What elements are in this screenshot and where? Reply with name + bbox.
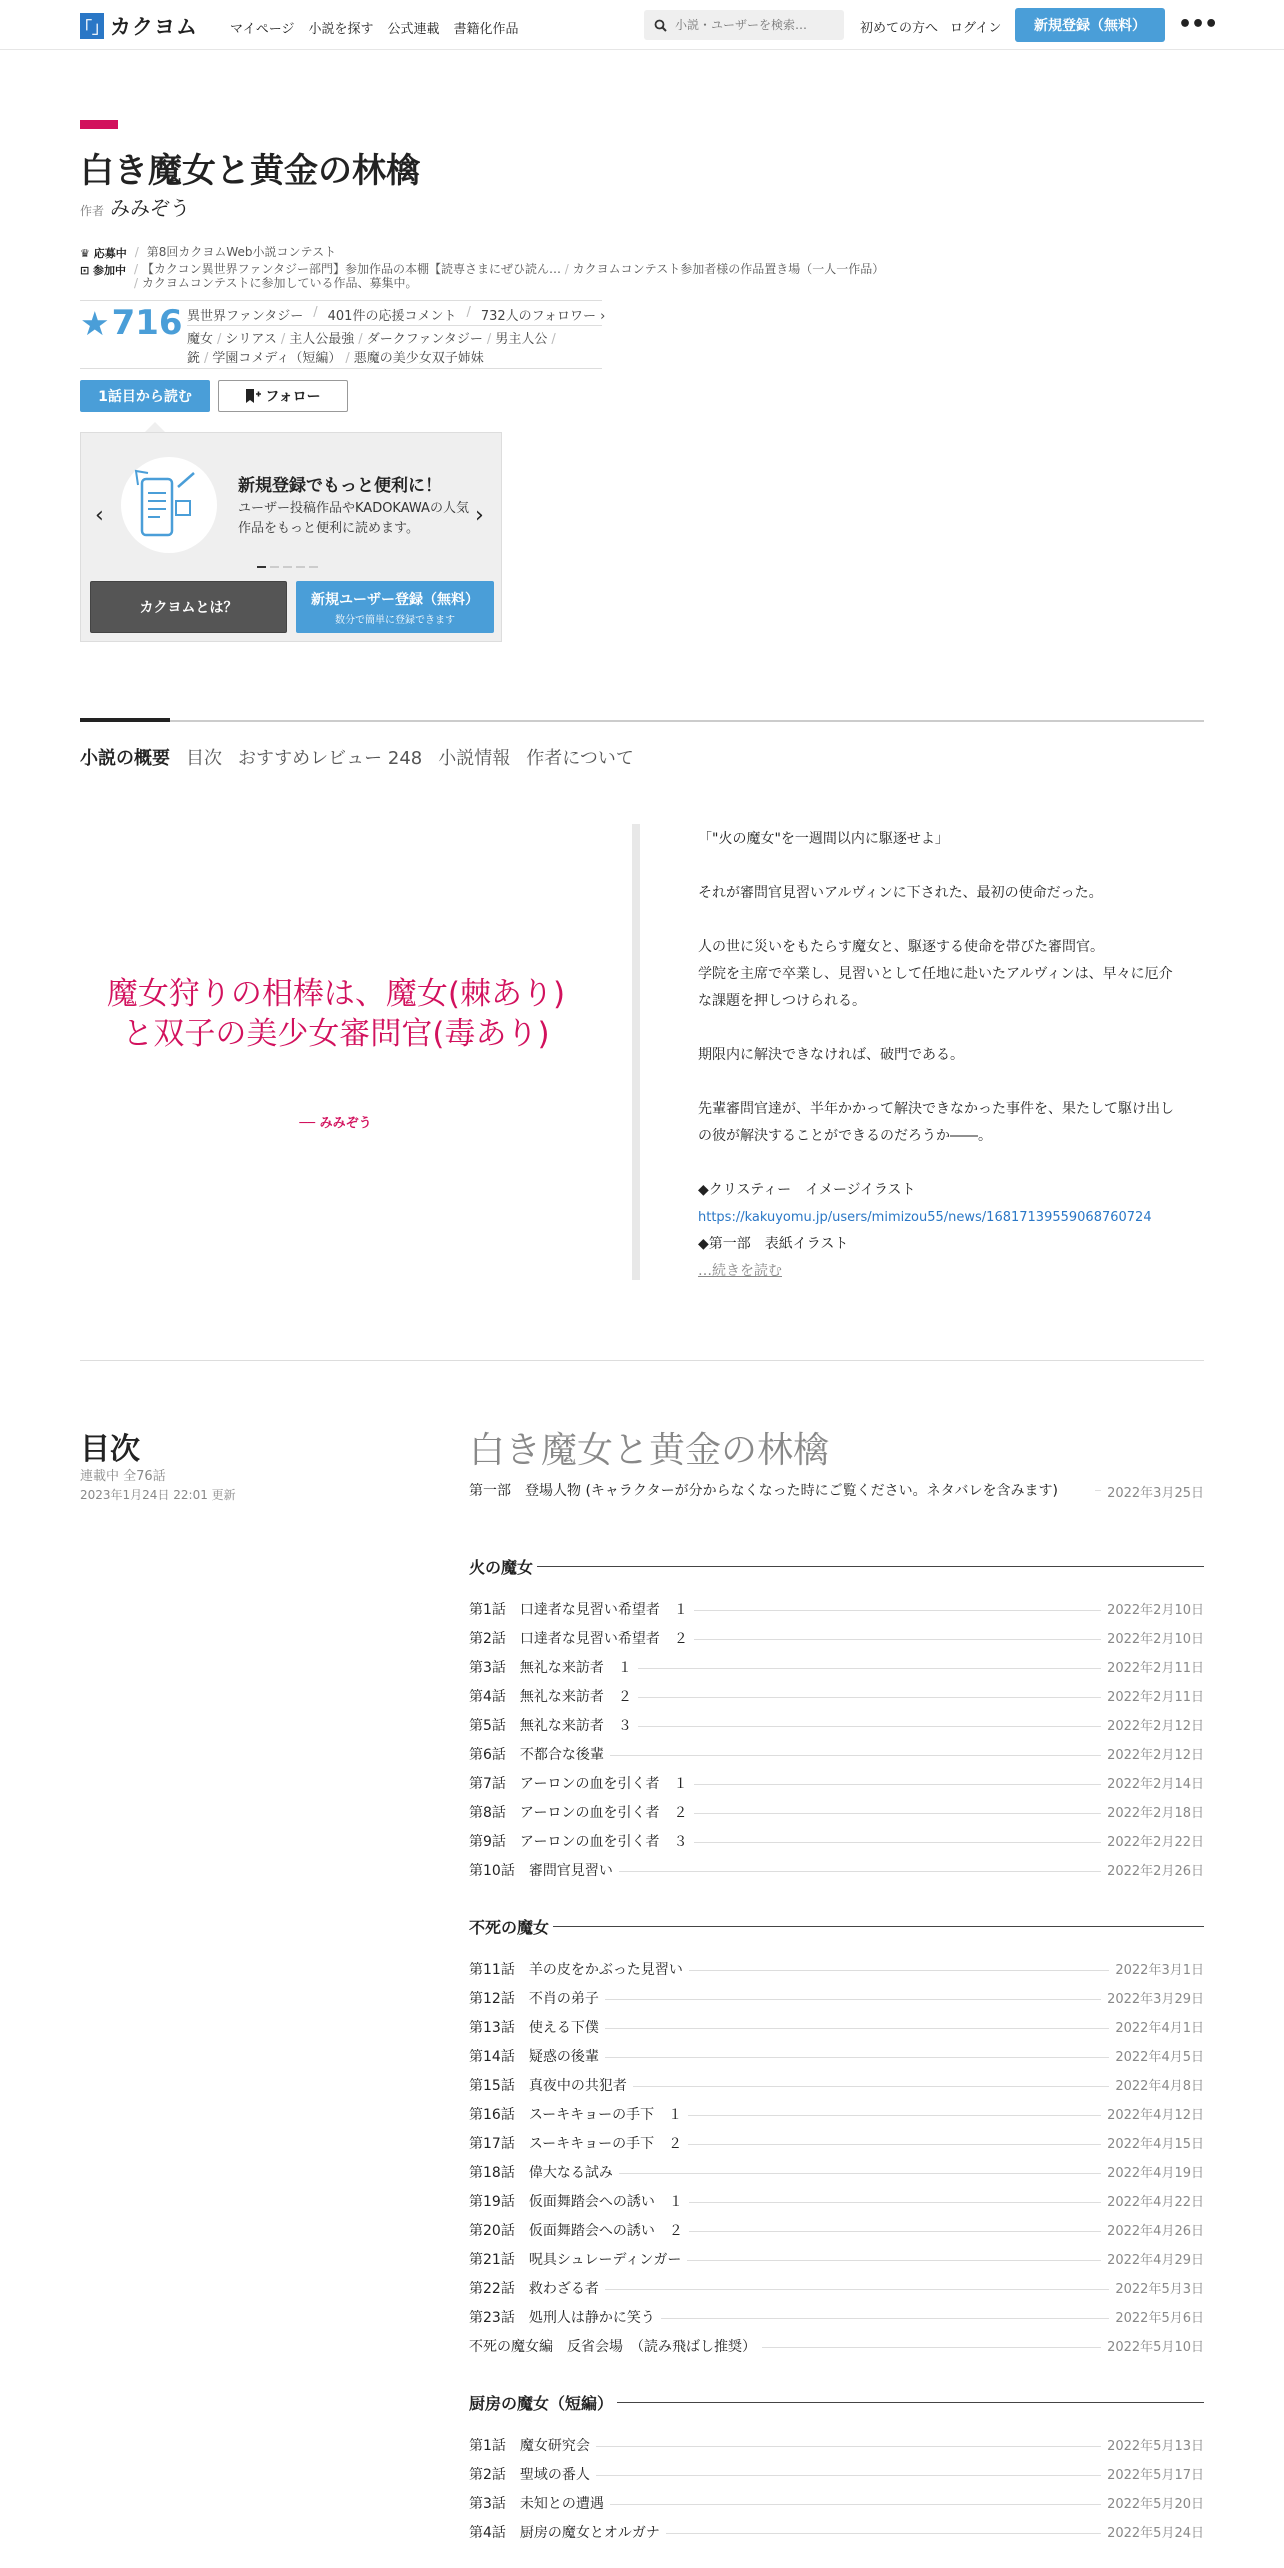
bookshelf-link-3[interactable]: カクヨムコンテストに参加している作品、募集中。: [141, 276, 418, 290]
serial-status: 連載中 全76話: [80, 1469, 166, 1484]
bookmark-plus-icon: [245, 389, 261, 403]
promo-signup-sub: 数分で簡単に登録できます: [335, 614, 455, 626]
episode-date: 2022年4月8日: [1115, 2079, 1204, 2094]
tab-about-author[interactable]: 作者について: [526, 748, 634, 769]
episode-item[interactable]: [469, 1739, 1204, 1768]
intro-line: ◆第一部 表紙イラスト: [698, 1236, 849, 1252]
tab-toc[interactable]: 目次: [186, 748, 222, 769]
episode-item[interactable]: [469, 1768, 1204, 1797]
intro-line: ◆クリスティー イメージイラスト: [698, 1182, 916, 1198]
chapter-title: 不死の魔女: [469, 1917, 550, 1937]
episode-date: 2022年2月11日: [1107, 1690, 1204, 1705]
intro-line: 「"火の魔女"を一週間以内に駆逐せよ」: [698, 831, 949, 847]
episode-title: 第一部 登場人物 (キャラクターが分からなくなった時にご覧ください。ネタバレを含みます): [469, 1483, 1058, 1499]
episode-title: 第7話 アーロンの血を引く者 １: [469, 1775, 688, 1792]
carousel-dot[interactable]: [296, 566, 305, 568]
episode-date: 2022年5月24日: [1107, 2526, 1204, 2541]
contest-participation-tag: ⊡ 参加中: [80, 264, 127, 277]
promo-next-arrow-icon[interactable]: ›: [475, 503, 484, 528]
search-icon: [654, 19, 667, 32]
last-updated: 2023年1月24日 22:01 更新: [80, 1488, 236, 1502]
follow-button[interactable]: [218, 380, 348, 412]
carousel-dots: [257, 566, 318, 568]
episode-item[interactable]: [469, 2244, 1204, 2273]
logo-mark: 「」: [80, 13, 104, 39]
episode-title: 第11話 羊の皮をかぶった見習い: [469, 1961, 683, 1978]
phone-illustration-icon: [121, 457, 217, 553]
episode-item[interactable]: [469, 2186, 1204, 2215]
promo-description: ユーザー投稿作品やKADOKAWAの人気作品をもっと便利に読めます。: [238, 501, 469, 536]
genre-link[interactable]: 異世界ファンタジー: [187, 309, 304, 324]
episode-item[interactable]: [469, 1797, 1204, 1826]
episode-title: 第16話 スーキキョーの手下 １: [469, 2106, 683, 2123]
tag-item[interactable]: 魔女: [187, 332, 214, 347]
episode-item[interactable]: [469, 2488, 1204, 2517]
episode-date: 2022年2月22日: [1107, 1835, 1204, 1850]
tag-list: 魔女 / シリアス / 主人公最強 / ダークファンタジー / 男主人公 / 銃 / 学園コメディ（短編） / 悪魔の美少女双子姉妹: [187, 332, 556, 366]
episode-date: 2022年3月25日: [1107, 1486, 1204, 1501]
signup-button[interactable]: 新規登録（無料）: [1015, 8, 1165, 42]
more-menu-icon[interactable]: •••: [1178, 12, 1218, 37]
tabs-divider: [80, 720, 1204, 722]
intro-line: それが審問官見習いアルヴィンに下された、最初の使命だった。: [698, 885, 1103, 901]
episode-item[interactable]: [469, 1983, 1204, 2012]
followers-link[interactable]: 732人のフォロワー ›: [480, 309, 606, 324]
episode-date: 2022年2月10日: [1107, 1632, 1204, 1647]
episode-list: [469, 1480, 1204, 2546]
episode-item[interactable]: [469, 1954, 1204, 1983]
first-time-link[interactable]: 初めての方へ: [860, 21, 939, 36]
episode-title: 第2話 聖域の番人: [469, 2466, 590, 2483]
episode-date: 2022年2月18日: [1107, 1806, 1204, 1821]
promo-signup-label: 新規ユーザー登録（無料）: [311, 591, 479, 608]
episode-item[interactable]: [469, 2302, 1204, 2331]
episode-item[interactable]: [469, 2273, 1204, 2302]
episode-item[interactable]: [469, 2459, 1204, 2488]
bookshelf-link-2[interactable]: カクヨムコンテスト参加者様の作品置き場（一人一作品）: [572, 262, 885, 276]
episode-title: 第19話 仮面舞踏会への誘い １: [469, 2193, 683, 2210]
episode-date: 2022年4月1日: [1115, 2021, 1204, 2036]
episode-item[interactable]: [469, 1681, 1204, 1710]
overview-divider-bar: [632, 824, 640, 1280]
episode-date: 2022年2月11日: [1107, 1661, 1204, 1676]
catchphrase-author: ── みみぞう: [299, 1116, 372, 1131]
episode-item[interactable]: [469, 1855, 1204, 1884]
episode-date: 2022年2月26日: [1107, 1864, 1204, 1879]
episode-item[interactable]: [469, 2128, 1204, 2157]
intro-line: 期限内に解決できなければ、破門である。: [698, 1047, 964, 1063]
comments-link[interactable]: 401件の応援コメント: [327, 309, 457, 324]
title-accent-bar: [80, 120, 118, 129]
nav-mypage[interactable]: マイページ: [230, 22, 295, 37]
nav-official[interactable]: 公式連載: [387, 22, 440, 37]
episode-date: 2022年5月13日: [1107, 2439, 1204, 2454]
author-name[interactable]: みみぞう: [110, 196, 191, 220]
chapter-title: 火の魔女: [469, 1557, 534, 1577]
episode-item[interactable]: [469, 2215, 1204, 2244]
episode-date: 2022年2月14日: [1107, 1777, 1204, 1792]
divider: [80, 300, 602, 301]
logo-text: カクヨム: [110, 15, 198, 39]
site-logo[interactable]: [76, 11, 198, 41]
chapter-heading: [469, 1550, 1204, 1582]
episode-title: 第3話 無礼な来訪者 １: [469, 1659, 632, 1676]
intro-line: [698, 853, 1184, 880]
episode-title: 第18話 偉大なる試み: [469, 2164, 613, 2181]
chapter-heading: [469, 1910, 1204, 1942]
episode-date: 2022年4月29日: [1107, 2253, 1204, 2268]
carousel-dot[interactable]: [283, 566, 292, 568]
episode-title: 第17話 スーキキョーの手下 ２: [469, 2135, 683, 2152]
carousel-dot[interactable]: [309, 566, 318, 568]
toc-work-title: 白き魔女と黄金の林檎: [469, 1430, 830, 1471]
episode-title: 第21話 呪具シュレーディンガー: [469, 2251, 682, 2268]
main-nav: [230, 18, 519, 37]
episode-date: 2022年5月10日: [1107, 2340, 1204, 2355]
episode-title: 第4話 無礼な来訪者 ２: [469, 1688, 632, 1705]
episode-item[interactable]: [469, 2430, 1204, 2459]
author-line: [80, 192, 190, 221]
nav-search-novels[interactable]: 小説を探す: [308, 22, 374, 37]
episode-date: 2022年4月5日: [1115, 2050, 1204, 2065]
tag-item[interactable]: ダークファンタジー: [366, 332, 483, 347]
intro-line: 人の世に災いをもたらす魔女と、駆逐する使命を帯びた審問官。: [698, 939, 1104, 955]
episode-date: 2022年4月22日: [1107, 2195, 1204, 2210]
promo-signup-button[interactable]: [296, 581, 494, 633]
episode-item[interactable]: [469, 1594, 1204, 1623]
episode-title: 第3話 未知との遭遇: [469, 2495, 604, 2512]
episode-title: 第4話 厨房の魔女とオルガナ: [469, 2524, 660, 2541]
introduction: [698, 826, 1184, 1285]
about-kakuyomu-button[interactable]: カクヨムとは？: [90, 581, 287, 633]
author-label: 作者: [80, 204, 105, 218]
episode-title: 第15話 真夜中の共犯者: [469, 2077, 627, 2094]
episode-title: 第14話 疑惑の後輩: [469, 2048, 599, 2065]
carousel-dot[interactable]: [257, 566, 266, 568]
intro-line: [698, 907, 1184, 934]
episode-date: 2022年3月29日: [1107, 1992, 1204, 2007]
intro-line: 学院を主席で卒業し、見習いとして任地に赴いたアルヴィンは、早々に厄介な課題を押しつけられる。: [698, 966, 1173, 1009]
contest-entry-tag: ♛ 応募中: [80, 247, 127, 260]
episode-date: 2022年4月19日: [1107, 2166, 1204, 2181]
episode-item[interactable]: [469, 2070, 1204, 2099]
episode-item[interactable]: [469, 2041, 1204, 2070]
intro-line: [698, 1015, 1184, 1042]
tag-item[interactable]: シリアス: [225, 332, 277, 347]
episode-date: 2022年5月17日: [1107, 2468, 1204, 2483]
illustration-link[interactable]: https://kakuyomu.jp/users/mimizou55/news/16817139559068760724: [698, 1210, 1152, 1225]
episode-date: 2022年4月15日: [1107, 2137, 1204, 2152]
episode-title: 第22話 救わざる者: [469, 2280, 599, 2297]
tag-item[interactable]: 学園コメディ（短編）: [212, 351, 342, 366]
episode-title: 第1話 魔女研究会: [469, 2437, 590, 2454]
intro-line: 先輩審問官達が、半年かかって解決できなかった事件を、果たして駆け出しの彼が解決することができるのだろうか――。: [698, 1101, 1174, 1144]
intro-line: [698, 1150, 1184, 1177]
episode-item[interactable]: [469, 2331, 1204, 2360]
login-link[interactable]: ログイン: [950, 21, 1002, 36]
episode-date: 2022年4月26日: [1107, 2224, 1204, 2239]
work-tabs: [80, 744, 634, 770]
episode-item[interactable]: [469, 2157, 1204, 2186]
read-first-episode-button[interactable]: 1話目から読む: [80, 380, 210, 412]
episode-title: 第8話 アーロンの血を引く者 ２: [469, 1804, 688, 1821]
tab-novel-info[interactable]: 小説情報: [438, 748, 511, 769]
contest-entry: ♛ 応募中 / 第8回カクヨムWeb小説コンテスト: [80, 245, 337, 260]
tab-reviews[interactable]: おすすめレビュー 248: [238, 748, 423, 769]
contest-entry-link[interactable]: 第8回カクヨムWeb小説コンテスト: [146, 245, 337, 259]
promo-prev-arrow-icon[interactable]: ‹: [95, 503, 104, 528]
episode-date: 2022年2月10日: [1107, 1603, 1204, 1618]
tag-item[interactable]: 悪魔の美少女双子姉妹: [353, 351, 484, 366]
chapter-title: 厨房の魔女（短編）: [469, 2393, 614, 2413]
episode-title: 第5話 無礼な来訪者 ３: [469, 1717, 632, 1734]
episode-title: 第2話 口達者な見習い希望者 ２: [469, 1630, 688, 1647]
episode-item[interactable]: [469, 2012, 1204, 2041]
episode-date: 2022年5月6日: [1115, 2311, 1204, 2326]
episode-date: 2022年5月3日: [1115, 2282, 1204, 2297]
episode-title: 第23話 処刑人は静かに笑う: [469, 2309, 655, 2326]
tab-overview[interactable]: 小説の概要: [80, 748, 170, 769]
star-count[interactable]: [80, 303, 183, 343]
episode-title: 第1話 口達者な見習い希望者 １: [469, 1601, 688, 1618]
toc-heading: 目次: [80, 1432, 140, 1467]
divider: [187, 325, 602, 326]
read-more-link[interactable]: …続きを読む: [698, 1263, 782, 1279]
episode-title: 第12話 不肖の弟子: [469, 1990, 599, 2007]
search-box: [644, 10, 844, 40]
episode-item[interactable]: [469, 2517, 1204, 2546]
tag-item[interactable]: 主人公最強: [289, 332, 355, 347]
episode-item[interactable]: [469, 1710, 1204, 1739]
work-title[interactable]: 白き魔女と黄金の林檎: [80, 151, 420, 191]
chapter-container: [469, 1550, 1204, 2546]
work-meta: 異世界ファンタジー / 401件の応援コメント / 732人のフォロワー ›: [187, 305, 606, 324]
signup-promo: [80, 432, 502, 642]
episode-title: 不死の魔女編 反省会場 （読み飛ばし推奨）: [469, 2338, 756, 2355]
tag-item[interactable]: 男主人公: [495, 332, 548, 347]
episode-date: 2022年4月12日: [1107, 2108, 1204, 2123]
episode-item[interactable]: [469, 2099, 1204, 2128]
chapter-heading: [469, 2386, 1204, 2418]
site-header: [0, 0, 1284, 50]
episode-item[interactable]: [469, 1826, 1204, 1855]
search-input[interactable]: [675, 18, 835, 32]
episode-date: 2022年2月12日: [1107, 1719, 1204, 1734]
section-divider: [80, 1360, 1204, 1361]
tag-item[interactable]: 銃: [187, 351, 201, 366]
episode-item[interactable]: [469, 1623, 1204, 1652]
episode-item[interactable]: [469, 1652, 1204, 1681]
bookshelf-link-1[interactable]: 【カクコン異世界ファンタジー部門】参加作品の本棚【読専さまにぜひ読ん…: [141, 262, 561, 276]
star-number: 716: [111, 303, 183, 343]
contest-participation: ⊡ 参加中 / 【カクコン異世界ファンタジー部門】参加作品の本棚【読専さまにぜひ読ん… / カクヨムコンテスト参加者様の作品置き場（一人一作品） / カクヨムコンテストに参加している作品、募集中。: [80, 262, 885, 290]
star-icon: ★: [80, 303, 110, 343]
episode-title: 第20話 仮面舞踏会への誘い ２: [469, 2222, 683, 2239]
divider: [80, 368, 602, 369]
nav-books[interactable]: 書籍化作品: [453, 22, 519, 37]
episode-title: 第9話 アーロンの血を引く者 ３: [469, 1833, 688, 1850]
episode-date: 2022年2月12日: [1107, 1748, 1204, 1763]
episode-title: 第10話 審問官見習い: [469, 1862, 613, 1879]
carousel-dot[interactable]: [270, 566, 279, 568]
episode-title: 第13話 使える下僕: [469, 2019, 599, 2036]
catchphrase: 魔女狩りの相棒は、魔女(棘あり)と双子の美少女審問官(毒あり): [106, 976, 566, 1052]
active-tab-indicator: [80, 718, 170, 722]
intro-line: [698, 1069, 1184, 1096]
episode-date: 2022年3月1日: [1115, 1963, 1204, 1978]
promo-title: 新規登録でもっと便利に！: [238, 476, 442, 496]
episode-title: 第6話 不都合な後輩: [469, 1746, 604, 1763]
episode-date: 2022年5月20日: [1107, 2497, 1204, 2512]
follow-label: フォロー: [265, 389, 321, 405]
episode-item[interactable]: [469, 1480, 1204, 1542]
